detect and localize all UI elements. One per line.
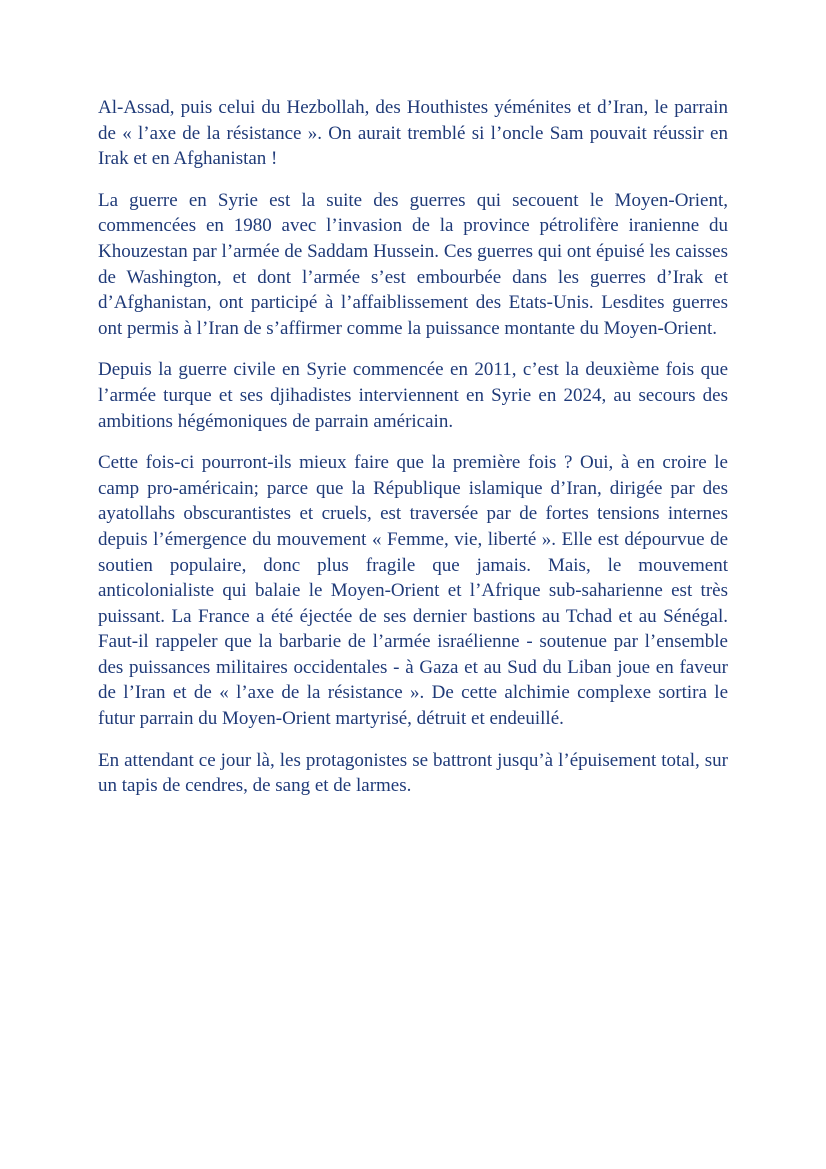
paragraph-5: En attendant ce jour là, les protagonistes se battront jusqu’à l’épuisement total, sur un tapis de cendres, de sang et de larmes.: [98, 749, 728, 797]
paragraph-4: Cette fois-ci pourront-ils mieux faire que la première fois ? Oui, à en croire le camp pro-américain; parce que la République islamique d’Iran, dirigée par des ayatollahs obscurantistes et cruels, est traversée par de fortes tensions internes depuis l’émergence du mouvement « Femme, vie, liberté ». Elle est dépourvue de soutien populaire, donc plus fragile que jamais. Mais, le mouvement anticolonialiste qui balaie le Moyen-Orient et l’Afrique sub-saharienne est très puissant. La France a été éjectée de ses dernier bastions au Tchad et au Sénégal. Faut-il rappeler que la barbarie de l’armée israélienne - soutenue par l’ensemble des puissances militaires occidentales - à Gaza et au Sud du Liban joue en faveur de l’Iran et de « l’axe de la résistance ». De cette alchimie complexe sortira le futur parrain du Moyen-Orient martyrisé, détruit et endeuillé.: [98, 452, 728, 730]
paragraph-3: Depuis la guerre civile en Syrie commencée en 2011, c’est la deuxième fois que l’armée turque et ses djihadistes interviennent en Syrie en 2024, au secours des ambitions hégémoniques de parrain américain.: [98, 359, 728, 432]
paragraph-2: La guerre en Syrie est la suite des guerres qui secouent le Moyen-Orient, commencées en 1980 avec l’invasion de la province pétrolifère iranienne du Khouzestan par l’armée de Saddam Hussein. Ces guerres qui ont épuisé les caisses de Washington, et dont l’armée s’est embourbée dans les guerres d’Irak et d’Afghanistan, ont participé à l’affaiblissement des Etats-Unis. Lesdites guerres ont permis à l’Iran de s’affirmer comme la puissance montante du Moyen-Orient.: [98, 189, 728, 339]
paragraph-1: Al-Assad, puis celui du Hezbollah, des Houthistes yéménites et d’Iran, le parrain de « l’axe de la résistance ». On aurait tremblé si l’oncle Sam pouvait réussir en Irak et en Afghanistan !: [98, 97, 728, 170]
document-body: [98, 95, 728, 815]
